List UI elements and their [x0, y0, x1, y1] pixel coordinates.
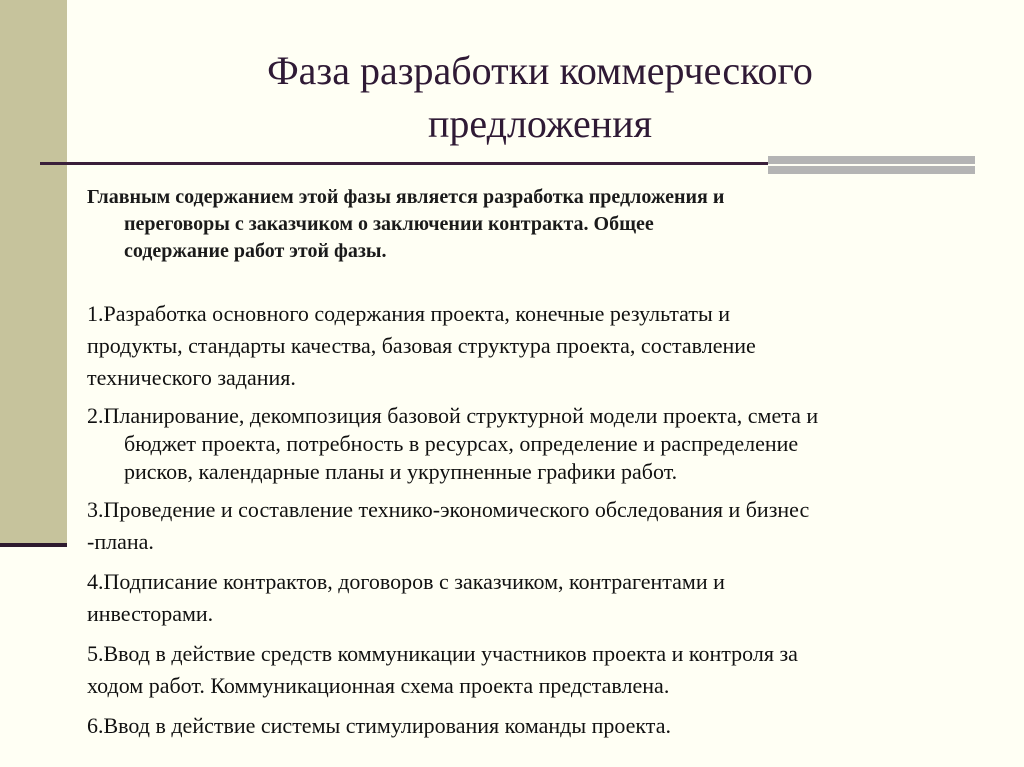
list-item [87, 710, 987, 742]
list-item-line: рисков, календарные планы и укрупненные графики работ. [124, 459, 678, 484]
divider-accent-bar-bottom [768, 166, 975, 174]
list-item [87, 566, 987, 630]
side-decoration-band [0, 0, 67, 547]
list-item [87, 298, 987, 394]
list-item-line: 5.Ввод в действие средств коммуникации участников проекта и контроля за [87, 641, 798, 666]
list-item-line: -плана. [87, 529, 154, 554]
list-item-line: технического задания. [87, 365, 296, 390]
list-item-line: 6.Ввод в действие системы стимулирования команды проекта. [87, 713, 671, 738]
slide-title-line-1: Фаза разработки коммерческого [267, 48, 813, 93]
list-item-line: 4.Подписание контрактов, договоров с заказчиком, контрагентами и [87, 569, 725, 594]
list-item-line: продукты, стандарты качества, базовая структура проекта, составление [87, 333, 756, 358]
list-item [87, 638, 987, 702]
list-item [87, 402, 987, 486]
slide-title [120, 44, 960, 150]
list-item-line: бюджет проекта, потребность в ресурсах, определение и распределение [124, 431, 799, 456]
intro-line-2: переговоры с заказчиком о заключении контракта. Общее [124, 213, 654, 235]
side-decoration-line [0, 543, 67, 547]
intro-line-3: содержание работ этой фазы. [124, 240, 387, 262]
list-item-line: инвесторами. [87, 601, 214, 626]
intro-paragraph [87, 184, 977, 265]
list-item-line: ходом работ. Коммуникационная схема проекта представлена. [87, 673, 670, 698]
list-item-line: 3.Проведение и составление технико-экономического обследования и бизнес [87, 497, 810, 522]
intro-line-1: Главным содержанием этой фазы является разработка предложения и [87, 186, 725, 208]
title-divider-line [40, 162, 768, 165]
list-item-line: 2.Планирование, декомпозиция базовой структурной модели проекта, смета и [87, 403, 819, 428]
divider-accent-bar-top [768, 156, 975, 164]
list-item [87, 494, 987, 558]
work-items-list [87, 298, 987, 750]
list-item-line: 1.Разработка основного содержания проекта, конечные результаты и [87, 301, 731, 326]
slide-title-line-2: предложения [427, 101, 653, 146]
